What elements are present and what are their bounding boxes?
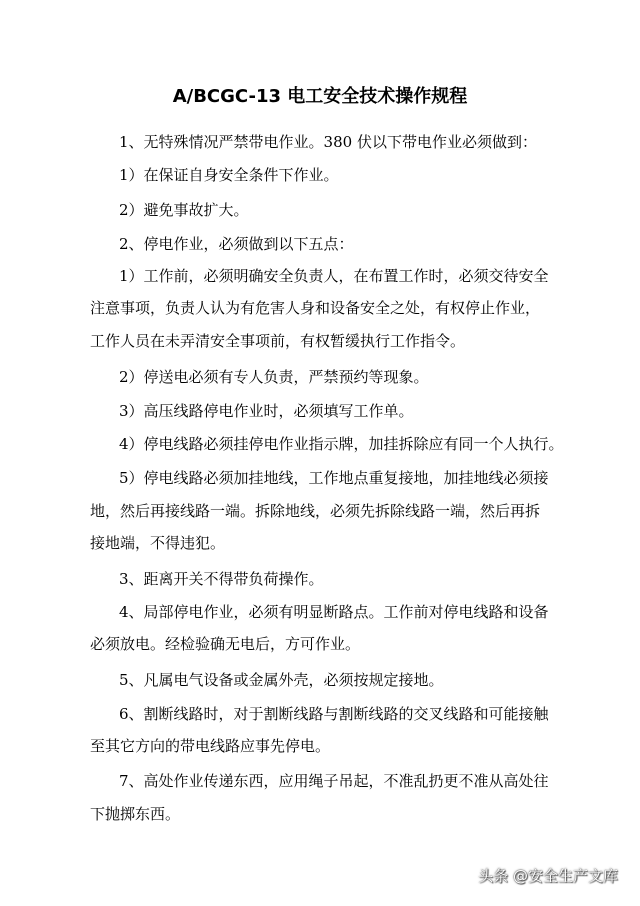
paragraph-line: 2、停电作业，必须做到以下五点： bbox=[119, 235, 354, 253]
paragraph-line: 地，然后再接线路一端。拆除地线，必须先拆除线路一端，然后再拆 bbox=[90, 502, 541, 520]
paragraph-line: 1）工作前，必须明确安全负责人，在布置工作时，必须交待安全 bbox=[119, 267, 549, 285]
paragraph-line: 3）高压线路停电作业时，必须填写工作单。 bbox=[119, 402, 414, 420]
paragraph-line: 工作人员在未弄清安全事项前，有权暂缓执行工作指令。 bbox=[90, 332, 466, 350]
paragraph-line: 2）停送电必须有专人负责，严禁预约等现象。 bbox=[119, 368, 429, 386]
paragraph-line: 5、凡属电气设备或金属外壳，必须按规定接地。 bbox=[119, 671, 444, 689]
paragraph-line: 4）停电线路必须挂停电作业指示牌，加挂拆除应有同一个人执行。 bbox=[119, 435, 564, 453]
paragraph-line: 注意事项，负责人认为有危害人身和设备安全之处，有权停止作业， bbox=[90, 299, 541, 317]
paragraph-line: 6、割断线路时，对于割断线路与割断线路的交叉线路和可能接触 bbox=[119, 705, 549, 723]
watermark: 头条 @安全生产文库 bbox=[478, 867, 618, 885]
paragraph-line: 4、局部停电作业，必须有明显断路点。工作前对停电线路和设备 bbox=[119, 603, 549, 621]
paragraph-line: 1、无特殊情况严禁带电作业。380 伏以下带电作业必须做到： bbox=[119, 133, 537, 151]
paragraph-line: 3、距离开关不得带负荷操作。 bbox=[119, 570, 324, 588]
paragraph-line: 1）在保证自身安全条件下作业。 bbox=[119, 166, 339, 184]
paragraph-line: 下抛掷东西。 bbox=[90, 805, 181, 823]
paragraph-line: 7、高处作业传递东西，应用绳子吊起，不准乱扔更不准从高处往 bbox=[119, 772, 549, 790]
paragraph-line: 接地端，不得违犯。 bbox=[90, 534, 226, 552]
paragraph-line: 5）停电线路必须加挂地线，工作地点重复接地，加挂地线必须接 bbox=[119, 469, 549, 487]
document-title: A/BCGC-13 电工安全技术操作规程 bbox=[172, 86, 468, 107]
paragraph-line: 至其它方向的带电线路应事先停电。 bbox=[90, 737, 331, 755]
paragraph-line: 必须放电。经检验确无电后，方可作业。 bbox=[90, 635, 361, 653]
paragraph-line: 2）避免事故扩大。 bbox=[119, 201, 249, 219]
